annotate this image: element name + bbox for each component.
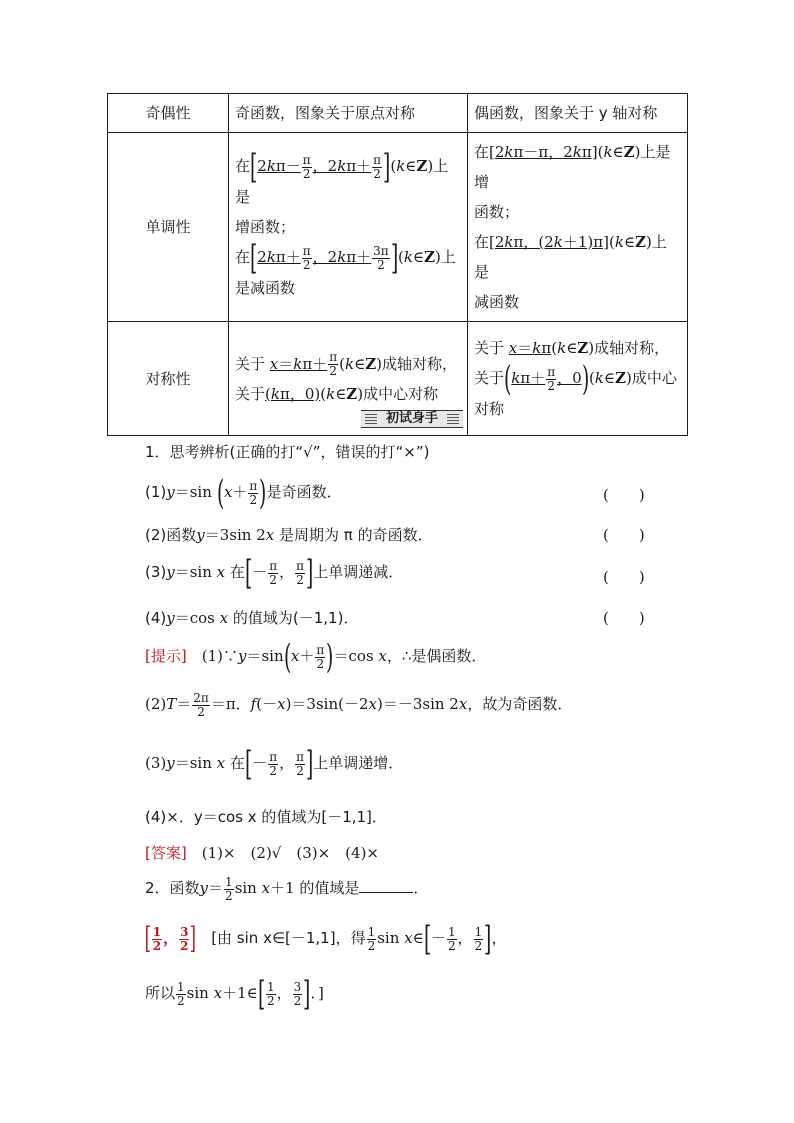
section-banner: 初试身手 <box>361 410 463 428</box>
q1-item-4: (4)y＝cos x 的值域为(－1,1)． <box>145 609 359 627</box>
q1-answer: [答案] (1)× (2)√ (3)× (4)× <box>145 844 379 862</box>
cos-monotonicity: 在[2kπ－π，2kπ](k∈Z)上是增 函数； 在[2kπ，(2k＋1)π](k∈Z)上是 减函数 <box>468 133 688 322</box>
hint-4: (4)×．y＝cos x 的值域为[－1,1]． <box>145 808 387 826</box>
hint-tag: [提示] <box>145 647 187 665</box>
hint-1: [提示] (1)∵y＝sin(x＋ $\frac{\pi}{2}$ )＝cos x，∴是偶函数． <box>145 637 487 677</box>
cos-symmetry: 关于 x＝kπ(k∈Z)成轴对称， 关于(kπ＋ $\frac{\pi}{2}$ ，0)(k∈Z)成中心 对称 <box>468 322 688 436</box>
q2-answer-value: [ $\frac{1}{2}$ ， $\frac{3}{2}$ ] <box>144 921 197 956</box>
q1-answer-paren-2: ( ) <box>603 526 645 544</box>
sin-symmetry: 关于 x＝kπ＋ $\frac{\pi}{2}$ (k∈Z)成轴对称， 关于(kπ，0)(k∈Z)成中心对称 <box>229 322 468 436</box>
table-row <box>108 133 688 322</box>
q1-item-3: (3)y＝sin x 在[－ $\frac{\pi}{2}$ ， $\frac{\pi}{2}$ ]上单调递减． <box>145 553 404 593</box>
hint-2: (2)T＝ $\frac{2\pi}{2}$ ＝π．f(－x)＝3sin(－2x)＝－3sin 2x，故为奇函数． <box>145 691 573 719</box>
q1-title: 1．思考辨析(正确的打“√”，错误的打“×”) <box>145 443 430 461</box>
answer-blank[interactable] <box>359 878 413 893</box>
q1-answer-paren-4: ( ) <box>603 609 645 627</box>
q2-solution-2: 所以 $\frac{1}{2}$ sin x＋1∈[ $\frac{1}{2}$ ， $\frac{3}{2}$ ]．] <box>145 974 324 1014</box>
q1-answer-paren-3: ( ) <box>603 568 645 586</box>
cos-parity: 偶函数，图象关于 y 轴对称 <box>468 94 688 133</box>
q2-title: 2．函数y＝ $\frac{1}{2}$ sin x＋1 的值域是 ． <box>145 875 429 903</box>
sin-parity: 奇函数，图象关于原点对称 <box>229 94 468 133</box>
row-label-monotonicity: 单调性 <box>108 133 229 322</box>
q1-item-1: (1)y＝sin (x＋ $\frac{\pi}{2}$ )是奇函数． <box>145 473 342 513</box>
answer-tag: [答案] <box>145 844 187 862</box>
sin-monotonicity: 在[2kπ－ $\frac{\pi}{2}$ ，2kπ＋ $\frac{\pi}{2}$ ](k∈Z)上是 增函数； 在[2kπ＋ $\frac{\pi}{2}$ ，2kπ＋ $\frac{3\pi}{2}$ ](k∈Z)上 是减函数 <box>229 133 468 322</box>
q2-solution-1: [ $\frac{1}{2}$ ， $\frac{3}{2}$ ] [由 sin x∈[－1,1]，得 $\frac{1}{2}$ sin x∈[－ $\frac{1}{2}$ ， $\frac{1}{2}$ ]， <box>144 919 507 959</box>
row-label-parity: 奇偶性 <box>108 94 229 133</box>
row-label-symmetry: 对称性 <box>108 322 229 436</box>
hint-3: (3)y＝sin x 在[－ $\frac{\pi}{2}$ ， $\frac{\pi}{2}$ ]上单调递增． <box>145 744 404 784</box>
table-row <box>108 94 688 133</box>
q1-item-2: (2)函数y＝3sin 2x 是周期为 π 的奇函数． <box>145 526 433 544</box>
trig-properties-table <box>107 93 688 436</box>
q1-answer-paren-1: ( ) <box>603 486 645 504</box>
